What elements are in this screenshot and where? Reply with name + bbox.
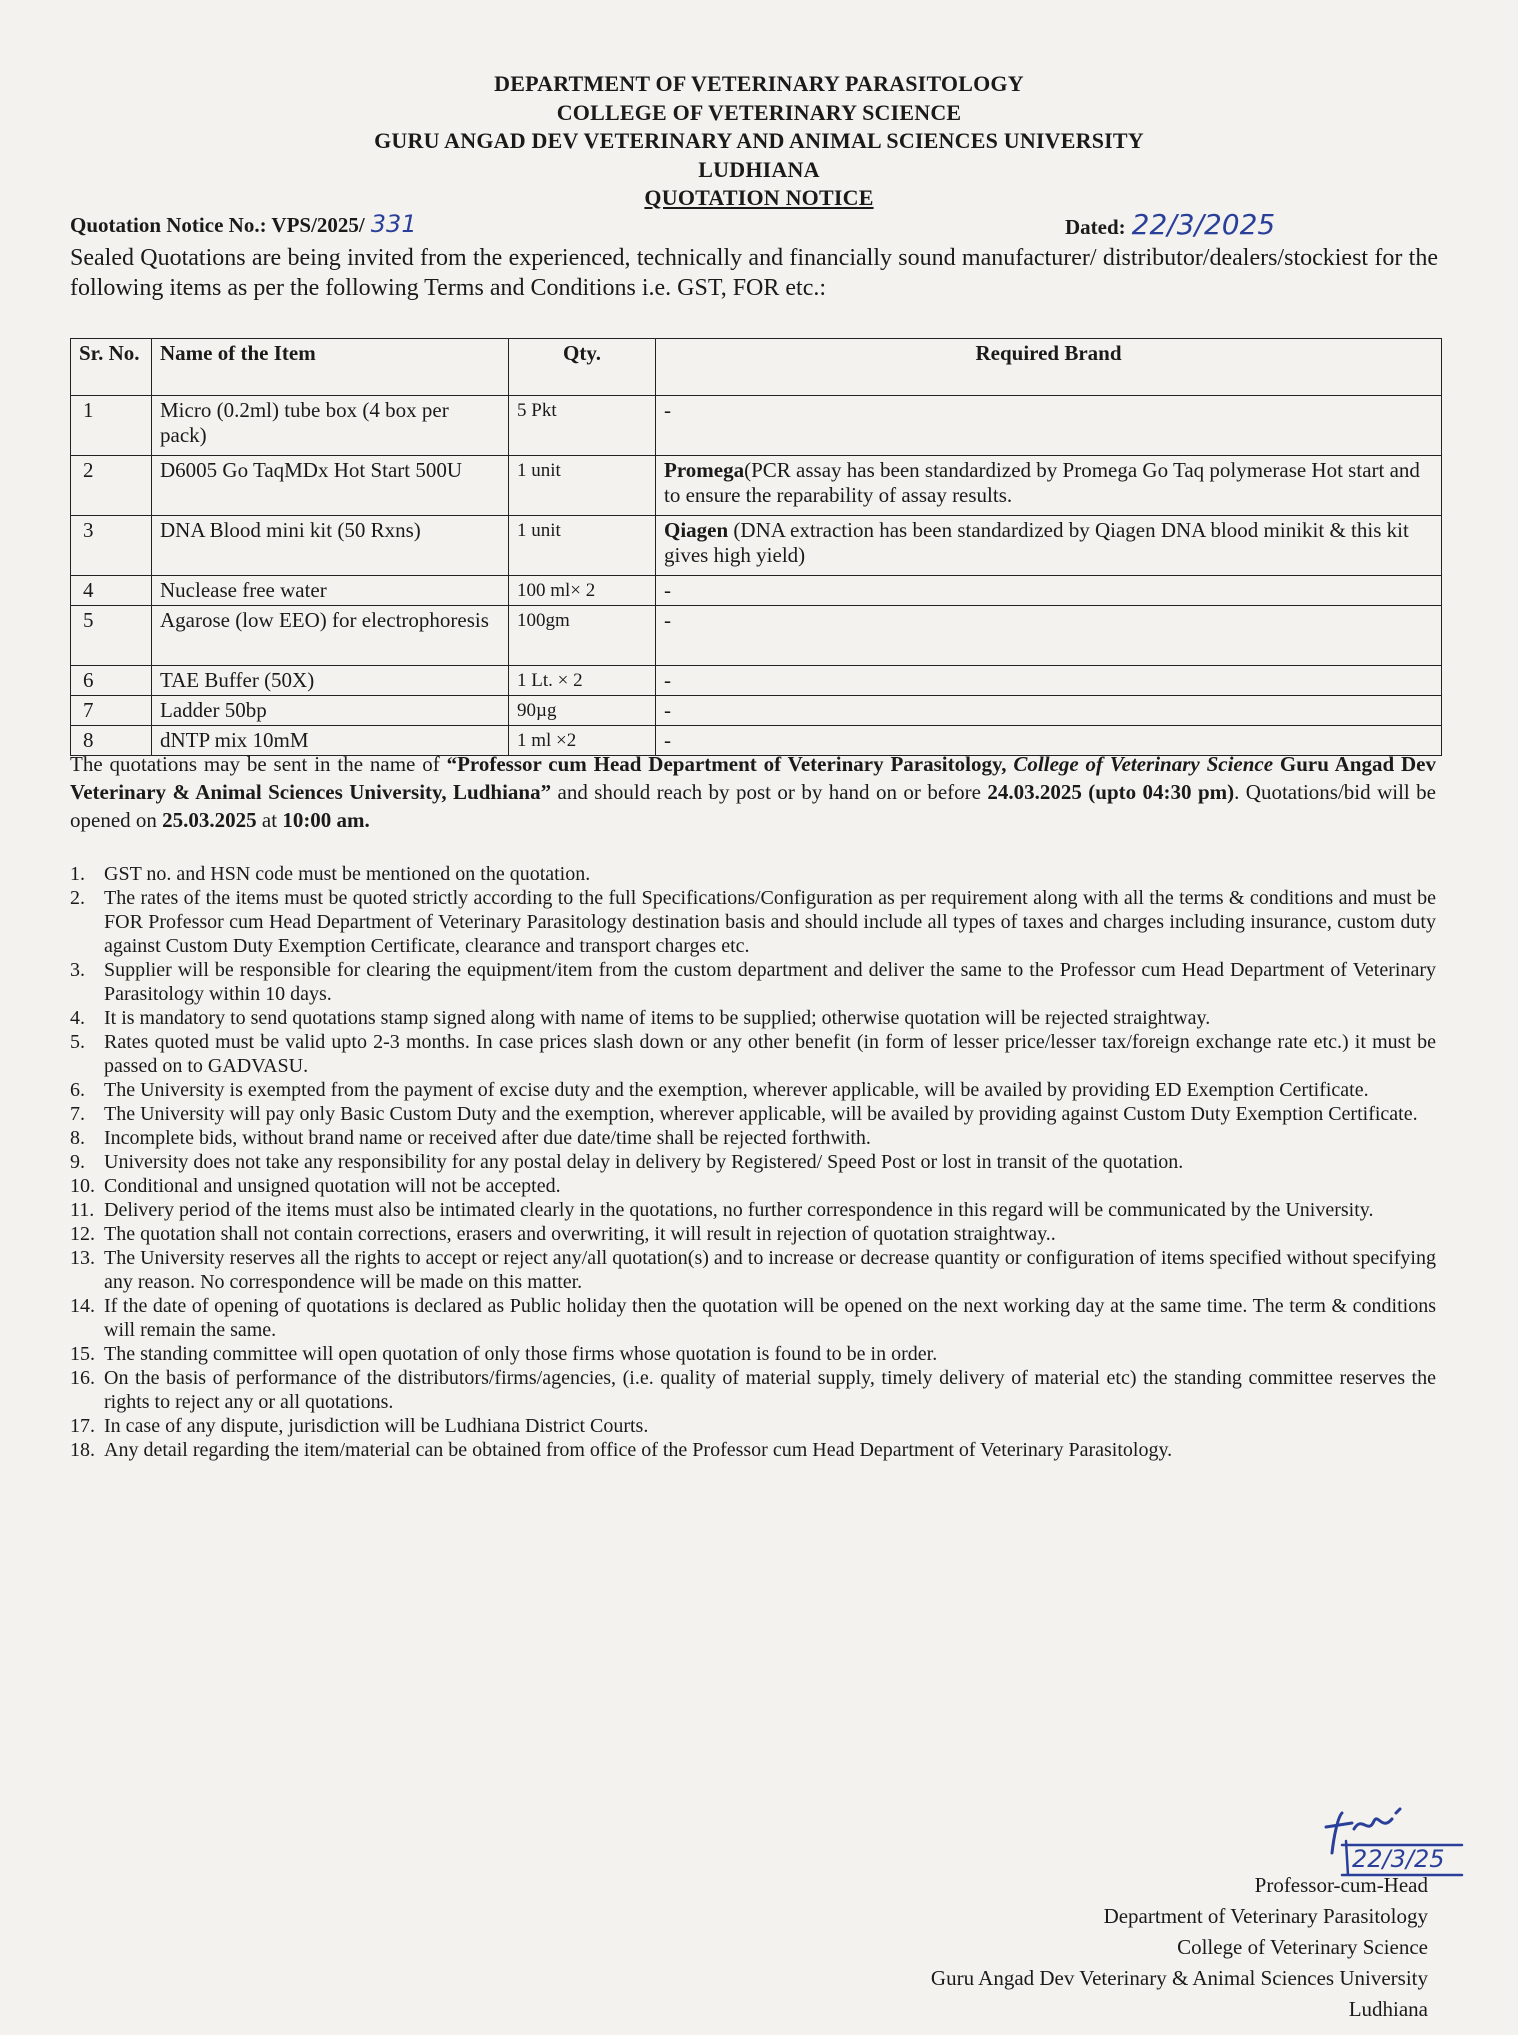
term-item [70,1246,1436,1294]
table-row [71,396,1442,456]
term-number: 15. [70,1343,95,1365]
para-deadline: 24.03.2025 (upto 04:30 pm) [987,780,1235,804]
cell-qty: 90µg [509,696,656,726]
para-text: at [256,808,283,832]
para-university: Guru Angad Dev Veterinary & Animal Sciences University, Ludhiana” [70,752,1436,804]
term-text: Rates quoted must be valid upto 2-3 months. In case prices slash down or any other benefit (in form of lesser price/lesser tax/foreign exchange rate etc.) it must be passed on to GADVASU. [104,1031,1436,1077]
term-item [70,886,1436,958]
cell-brand [656,666,1442,696]
term-number: 9. [70,1151,85,1173]
cell-brand [656,516,1442,576]
items-table [70,338,1442,756]
cell-sr: 6 [71,666,152,696]
term-text: Incomplete bids, without brand name or received after due date/time shall be rejected forthwith. [104,1127,871,1149]
term-text: Supplier will be responsible for clearing the equipment/item from the custom department and deliver the same to the Professor cum Head Department of Veterinary Parasitology within 10 days. [104,959,1436,1005]
term-text: It is mandatory to send quotations stamp signed along with name of items to be supplied; otherwise quotation will be rejected straightway. [104,1007,1211,1029]
signatory-university: Guru Angad Dev Veterinary & Animal Sciences University [930,1966,1428,1990]
header-brand: Required Brand [656,339,1442,396]
brand-note: - [664,608,671,632]
cell-qty: 5 Pkt [509,396,656,456]
term-text: If the date of opening of quotations is declared as Public holiday then the quotation will be opened on the next working day at the same time. The term & conditions will remain the same. [104,1295,1436,1341]
signatory-college: College of Veterinary Science [1177,1935,1428,1959]
cell-brand [656,396,1442,456]
term-item [70,1198,1436,1222]
term-number: 17. [70,1415,95,1437]
cell-sr: 5 [71,606,152,666]
brand-note: - [664,698,671,722]
cell-sr: 7 [71,696,152,726]
term-text: The rates of the items must be quoted strictly according to the full Specifications/Configuration as per requirement along with all the terms & conditions and must be FOR Professor cum Head Department of Veterinary Parasitology destination basis and should include all types of taxes and charges including insurance, custom duty against Custom Duty Exemption Certificate, clearance and transport charges etc. [104,887,1436,957]
cell-brand [656,576,1442,606]
term-text: The quotation shall not contain corrections, erasers and overwriting, it will result in rejection of quotation straightway.. [104,1223,1056,1245]
cell-name: Agarose (low EEO) for electrophoresis [152,606,509,666]
term-number: 10. [70,1175,95,1197]
quotation-number-label: Quotation Notice No.: VPS/2025/ [70,213,365,237]
term-text: The University reserves all the rights to accept or reject any/all quotation(s) and to increase or decrease quantity or configuration of items specified without specifying any reason. No correspondence will be made on this matter. [104,1247,1436,1293]
table-row [71,606,1442,666]
brand-note: - [664,668,671,692]
table-row [71,696,1442,726]
term-item [70,1414,1436,1438]
term-text: Any detail regarding the item/material can be obtained from office of the Professor cum Head Department of Veterinary Parasitology. [104,1439,1173,1461]
term-item [70,1030,1436,1078]
term-number: 7. [70,1103,85,1125]
term-number: 16. [70,1367,95,1389]
term-number: 14. [70,1295,95,1317]
brand-note: - [664,578,671,602]
table-row [71,576,1442,606]
cell-name: D6005 Go TaqMDx Hot Start 500U [152,456,509,516]
cell-brand [656,456,1442,516]
submission-paragraph [70,750,1436,834]
term-item [70,1222,1436,1246]
term-number: 12. [70,1223,95,1245]
term-text: In case of any dispute, jurisdiction will be Ludhiana District Courts. [104,1415,649,1437]
term-number: 18. [70,1439,95,1461]
cell-qty: 100gm [509,606,656,666]
header-qty: Qty. [509,339,656,396]
term-text: Delivery period of the items must also be intimated clearly in the quotations, no further correspondence in this regard will be communicated by the University. [104,1199,1374,1221]
para-opening-time: 10:00 am. [282,808,370,832]
cell-sr: 8 [71,726,152,756]
term-number: 2. [70,887,85,909]
table-row [71,456,1442,516]
term-item [70,1078,1436,1102]
brand-note: (PCR assay has been standardized by Promega Go Taq polymerase Hot start and to ensure the reparability of assay results. [664,458,1420,507]
term-number: 1. [70,863,85,885]
cell-qty: 1 unit [509,516,656,576]
para-text: . Quotations/bid will be opened on [70,780,1436,832]
term-text: University does not take any responsibility for any postal delay in delivery by Registered/ Speed Post or lost in transit of the quotation. [104,1151,1184,1173]
cell-name: Ladder 50bp [152,696,509,726]
signatory-city: Ludhiana [1348,1997,1428,2021]
table-row [71,516,1442,576]
cell-qty: 1 ml ×2 [509,726,656,756]
signatory-title: Professor-cum-Head [1254,1873,1428,1897]
header-sr: Sr. No. [71,339,152,396]
brand-note: - [664,728,671,752]
signature-date: 22/3/25 [1352,1845,1445,1873]
term-number: 8. [70,1127,85,1149]
term-item [70,1150,1436,1174]
signatory-block [931,1870,1428,2025]
term-number: 6. [70,1079,85,1101]
term-item [70,958,1436,1006]
brand-name: Qiagen [664,518,729,542]
term-text: GST no. and HSN code must be mentioned on the quotation. [104,863,591,885]
term-item [70,1102,1436,1126]
para-addressee: “Professor cum Head Department of Veterinary Parasitology, [446,752,1014,776]
table-header-row [71,339,1442,396]
dated-label: Dated: [1065,215,1126,239]
term-item [70,1174,1436,1198]
para-college: College of Veterinary Science [1013,752,1274,776]
term-item [70,1438,1436,1462]
term-text: Conditional and unsigned quotation will not be accepted. [104,1175,561,1197]
term-item [70,1294,1436,1342]
brand-note: - [664,398,671,422]
department-name: DEPARTMENT OF VETERINARY PARASITOLOGY [494,71,1024,96]
header-name: Name of the Item [152,339,509,396]
para-text: and should reach by post or by hand on or before [551,780,988,804]
signatory-department: Department of Veterinary Parasitology [1103,1904,1428,1928]
brand-name: Promega [664,458,745,482]
term-number: 5. [70,1031,85,1053]
cell-name: DNA Blood mini kit (50 Rxns) [152,516,509,576]
city-name: LUDHIANA [698,156,820,182]
terms-list [70,862,1436,1462]
cell-sr: 4 [71,576,152,606]
university-name: GURU ANGAD DEV VETERINARY AND ANIMAL SCIENCES UNIVERSITY [374,128,1144,153]
term-item [70,1126,1436,1150]
term-text: The standing committee will open quotation of only those firms whose quotation is found to be in order. [104,1343,938,1365]
brand-note: (DNA extraction has been standardized by Qiagen DNA blood minikit & this kit gives high yield) [664,518,1409,567]
cell-brand [656,606,1442,666]
term-item [70,1342,1436,1366]
cell-sr: 1 [71,396,152,456]
notice-date [1065,208,1275,241]
table-row [71,666,1442,696]
term-item [70,1006,1436,1030]
term-number: 4. [70,1007,85,1029]
term-number: 3. [70,959,85,981]
cell-qty: 100 ml× 2 [509,576,656,606]
term-text: On the basis of performance of the distributors/firms/agencies, (i.e. quality of material supply, timely delivery of material etc) the standing committee reserves the rights to reject any or all quotations. [104,1367,1436,1413]
letterhead [0,70,1518,213]
para-text: The quotations may be sent in the name of [70,752,447,776]
cell-name: Nuclease free water [152,576,509,606]
term-number: 13. [70,1247,95,1269]
cell-brand [656,696,1442,726]
dated-handwritten: 22/3/2025 [1131,208,1276,241]
cell-name: Micro (0.2ml) tube box (4 box per pack) [152,396,509,456]
term-item [70,1366,1436,1414]
quotation-number [70,210,417,238]
cell-qty: 1 Lt. × 2 [509,666,656,696]
para-opening-date: 25.03.2025 [162,808,257,832]
term-number: 11. [70,1199,95,1221]
cell-sr: 2 [71,456,152,516]
cell-name: dNTP mix 10mM [152,726,509,756]
college-name: COLLEGE OF VETERINARY SCIENCE [556,99,962,125]
term-text: The University is exempted from the payment of excise duty and the exemption, wherever applicable, will be availed by providing ED Exemption Certificate. [104,1079,1369,1101]
term-text: The University will pay only Basic Custom Duty and the exemption, wherever applicable, will be availed by providing against Custom Duty Exemption Certificate. [104,1103,1418,1125]
intro-paragraph: Sealed Quotations are being invited from the experienced, technically and financially sound manufacturer/ distributor/dealers/stockiest for the following items as per the following Terms and Conditions i.e. GST, FOR etc.: [70,245,1438,301]
cell-sr: 3 [71,516,152,576]
quotation-number-handwritten: 331 [370,210,417,238]
document-title: QUOTATION NOTICE [644,185,874,210]
cell-qty: 1 unit [509,456,656,516]
cell-name: TAE Buffer (50X) [152,666,509,696]
term-item [70,862,1436,886]
